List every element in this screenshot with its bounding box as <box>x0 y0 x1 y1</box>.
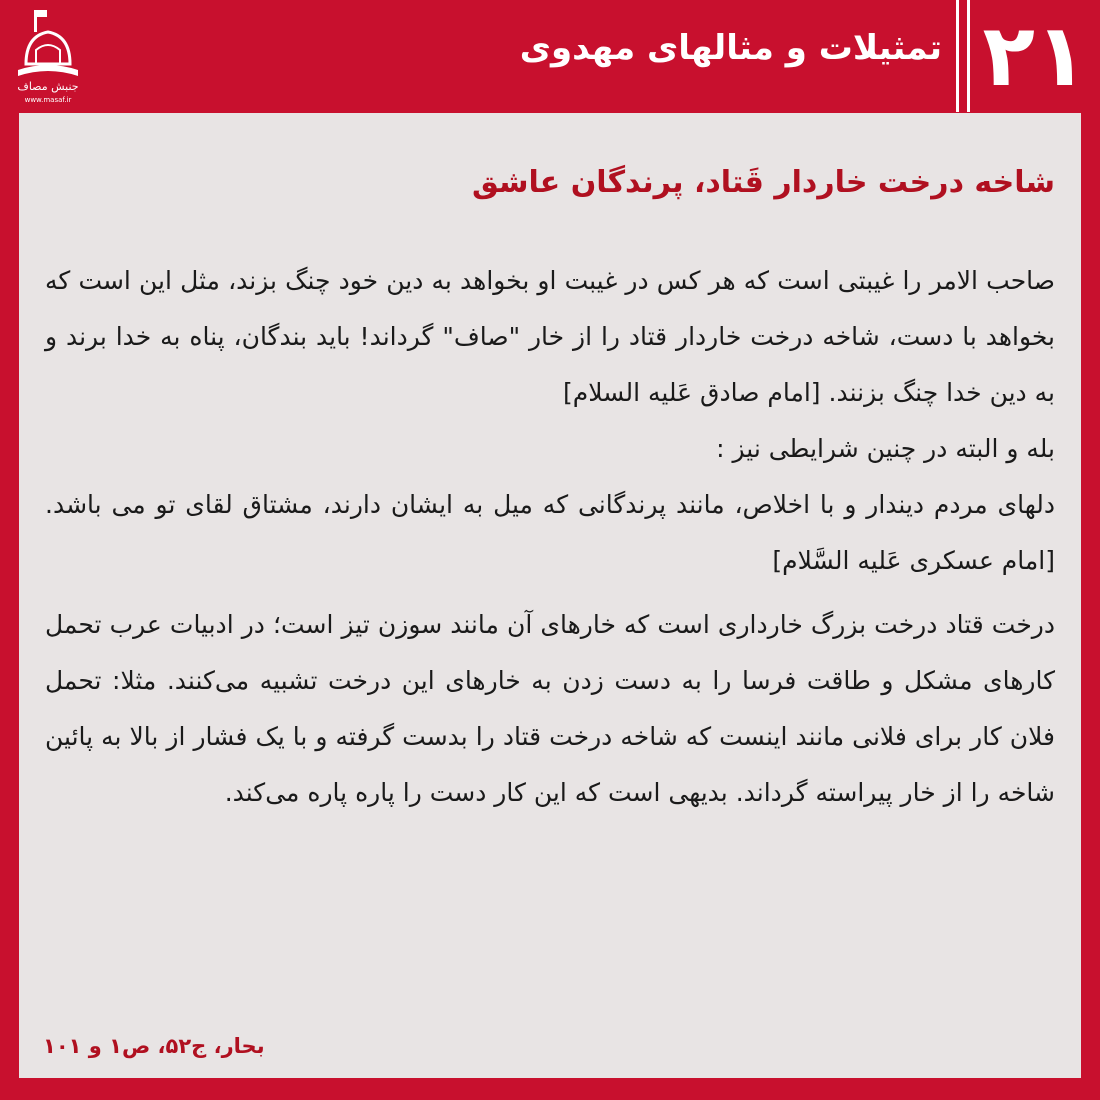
series-title: تمثیلات و مثالهای مهدوی <box>519 28 942 68</box>
logo-url: www.masaf.ir <box>24 96 72 104</box>
paragraph-explanation: درخت قتاد درخت بزرگ خارداری است که خارهای آن مانند سوزن تیز است؛ در ادبیات عرب تحمل کارهای مشکل و طاقت فرسا را به دست زدن به خارهای این درخت تشبیه می‌کنند. مثلا: تحمل فلان کار برای فلانی مانند اینست که شاخه درخت قتاد را بدست گرفته و با یک فشار از بالا به پائین شاخه را از خار پیراسته گرداند. بدیهی است که این کار دست را پاره پاره می‌کند. <box>45 610 1055 807</box>
paragraph-hadith-sadiq: صاحب الامر را غیبتی است که هر کس در غیبت او بخواهد به دین خود چنگ بزند، مثل این است که بخواهد با دست، شاخه درخت خاردار قتاد را از خار "صاف" گرداند! باید بندگان، پناه به خدا برند و به دین خدا چنگ بزنند. [امام صادق عَلیه السلام] <box>45 266 1055 407</box>
paragraph-hadith-askari: دلهای مردم دیندار و با اخلاص، مانند پرندگانی که میل به ایشان دارند، مشتاق لقای تو می باشد. [امام عسکری عَلیه السَّلام] <box>45 490 1055 575</box>
source-citation: بحار، ج۵۲، ص۱ و ۱۰۱ <box>43 1034 265 1058</box>
article-body <box>45 253 1055 821</box>
logo-text: جنبش مصاف <box>17 80 79 93</box>
masaf-logo-icon <box>12 6 84 106</box>
article-title: شاخه درخت خاردار قَتاد، پرندگان عاشق <box>471 165 1055 200</box>
paragraph-intro: بله و البته در چنین شرایطی نیز : <box>716 434 1055 463</box>
issue-number-box <box>967 0 1100 112</box>
issue-number: ۲۱ <box>982 6 1088 106</box>
header-bar <box>0 0 1100 112</box>
content-panel <box>19 113 1081 1078</box>
header-divider <box>956 0 959 112</box>
